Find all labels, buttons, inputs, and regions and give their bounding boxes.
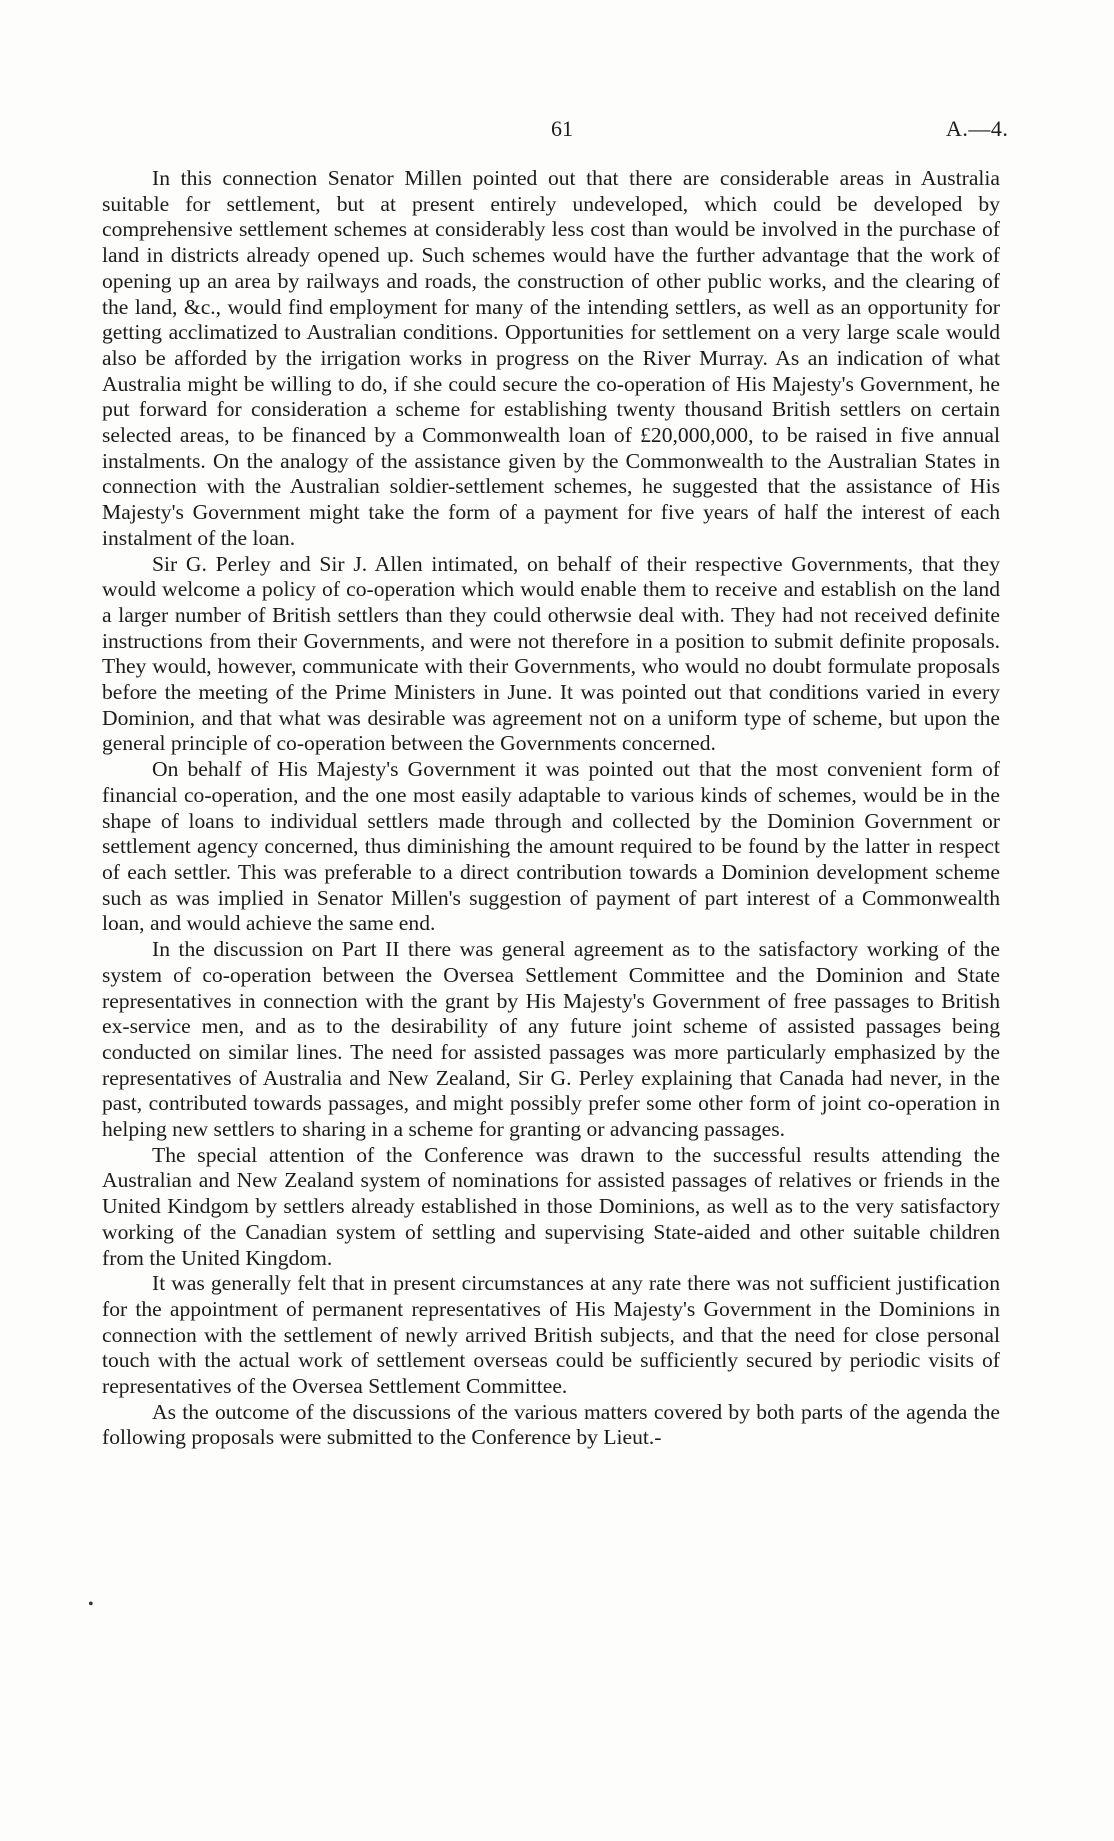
- document-reference: A.—4.: [946, 116, 1009, 141]
- paragraph-nominations: The special attention of the Conference was drawn to the successful results attending the Australian and New Zealand system of nominations for assisted passages of relatives or friends in the United Kindgom by settlers already established in those Dominions, as well as to the very satisfactory working of the Canadian system of settling and supervising State-aided and other suitable children from the United Kingdom.: [102, 1142, 1000, 1270]
- paragraph-outcome: As the outcome of the discussions of the various matters covered by both parts of the agenda the following proposals were submitted to the Conference by Lieut.-: [102, 1399, 1000, 1450]
- paragraph-government-view: On behalf of His Majesty's Government it was pointed out that the most convenient form of financial co-operation, and the one most easily adaptable to various kinds of schemes, would be in the shape of loans to individual settlers made through and collected by the Dominion Government or settlement agency concerned, thus diminishing the amount required to be found by the latter in respect of each settler. This was preferable to a direct contribution towards a Dominion development scheme such as was implied in Senator Millen's suggestion of payment of part interest of a Commonwealth loan, and would achieve the same end.: [102, 757, 1000, 936]
- paragraph-perley-allen: Sir G. Perley and Sir J. Allen intimated, on behalf of their respective Governments, that they would welcome a policy of co-operation which would enable them to receive and establish on the land a larger number of British settlers than they could otherwsie deal with. They had not received definite instructions from their Governments, and were not therefore in a position to submit definite proposals. They would, however, communicate with their Governments, who would no doubt formulate proposals before the meeting of the Prime Ministers in June. It was pointed out that conditions varied in every Dominion, and that what was desirable was agreement not on a uniform type of scheme, but upon the general principle of co-operation between the Governments concerned.: [102, 551, 1000, 756]
- paragraph-millen-proposal: In this connection Senator Millen pointed out that there are considerable areas in Australia suitable for settlement, but at present entirely undeveloped, which could be developed by comprehensive settlement schemes at considerably less cost than would be involved in the purchase of land in districts already opened up. Such schemes would have the further advantage that the work of opening up an area by railways and roads, the construction of other public works, and the clearing of the land, &c., would find employment for many of the intending settlers, as well as an opportunity for getting acclimatized to Australian conditions. Opportunities for settlement on a very large scale would also be afforded by the irrigation works in progress on the River Murray. As an indication of what Australia might be willing to do, if she could secure the co-operation of His Majesty's Government, he put forward for consideration a scheme for establishing twenty thousand British settlers on certain selected areas, to be financed by a Commonwealth loan of £20,000,000, to be raised in five annual instalments. On the analogy of the assistance given by the Commonwealth to the Australian States in connection with the Australian soldier-settlement schemes, he suggested that the assistance of His Majesty's Government might take the form of a payment for five years of half the interest of each instalment of the loan.: [102, 166, 1000, 550]
- page-number: 61: [551, 116, 573, 141]
- body-text: [102, 166, 1000, 1451]
- paragraph-part-two: In the discussion on Part II there was general agreement as to the satisfactory working of the system of co-operation between the Oversea Settlement Committee and the Dominion and State representatives in connection with the grant by His Majesty's Government of free passages to British ex-service men, and as to the desirability of any future joint scheme of assisted passages being conducted on similar lines. The need for assisted passages was more particularly emphasized by the representatives of Australia and New Zealand, Sir G. Perley explaining that Canada had never, in the past, contributed towards passages, and might possibly prefer some other form of joint co-operation in helping new settlers to sharing in a scheme for granting or advancing passages.: [102, 937, 1000, 1142]
- paragraph-representatives: It was generally felt that in present circumstances at any rate there was not sufficient justification for the appointment of permanent representatives of His Majesty's Government in the Dominions in connection with the settlement of newly arrived British subjects, and that the need for close personal touch with the actual work of settlement overseas could be sufficiently secured by periodic visits of representatives of the Oversea Settlement Committee.: [102, 1271, 1000, 1399]
- margin-mark: •: [88, 1596, 94, 1613]
